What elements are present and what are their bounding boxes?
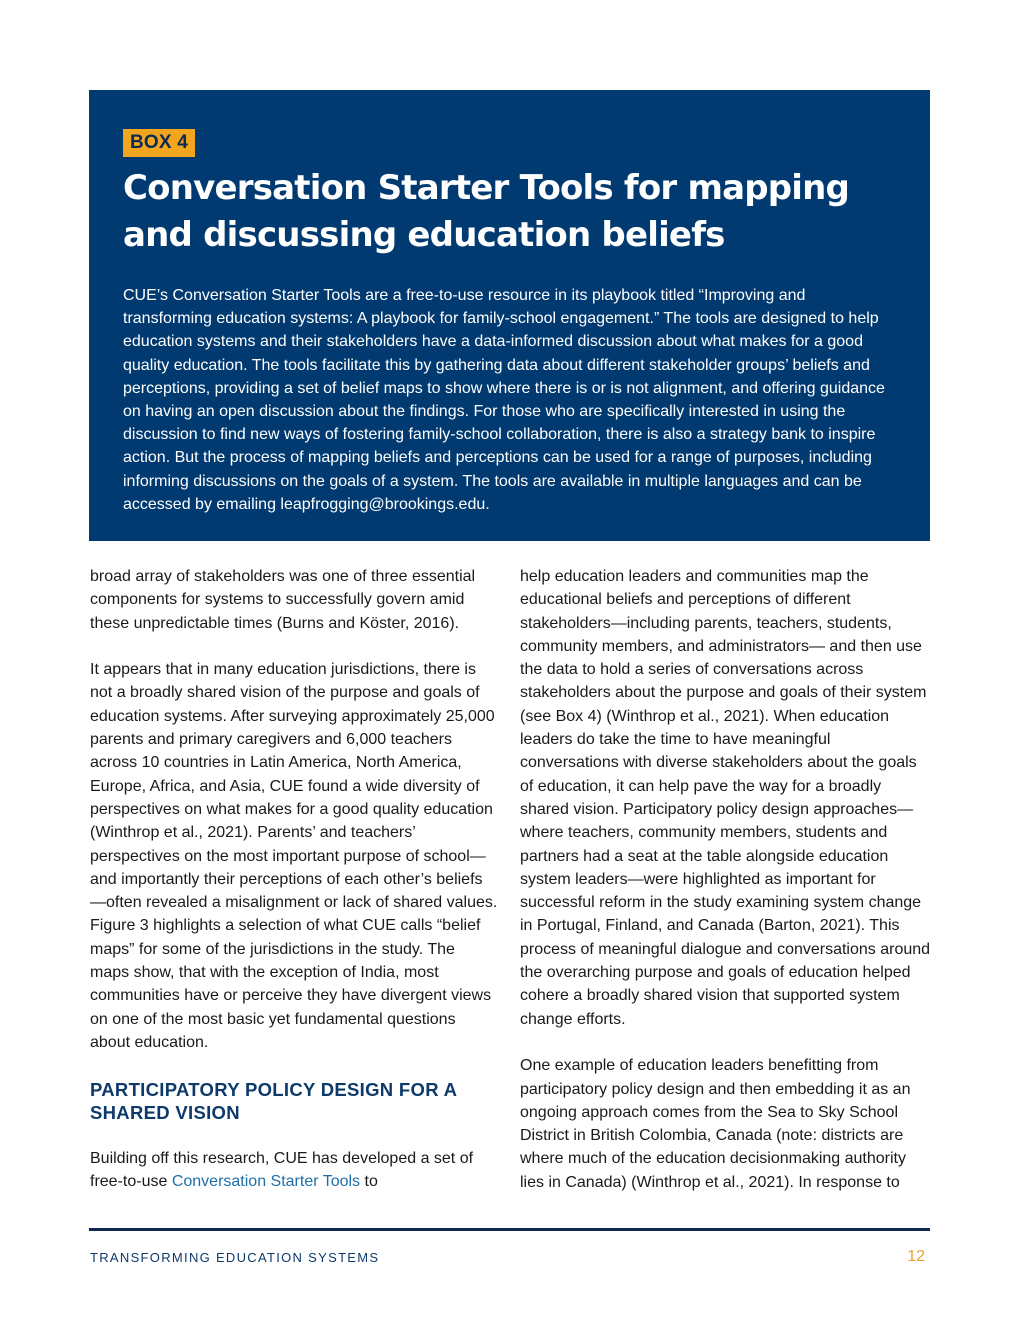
left-paragraph-3-text: Building off this research, CUE has developed a set of free-to-use: [90, 1149, 474, 1190]
right-paragraph-1: help education leaders and communities map the educational beliefs and perceptions of different stakeholders—including parents, teachers, students, community members, and administrators— and then use the data to hold a series of conversations across stakeholders about the purpose and goals of their system (see Box 4) (Winthrop et al., 2021). When education leaders do take the time to have meaningful conversations with diverse stakeholders about the goals of education, it can help pave the way for a broadly shared vision. Participatory policy design approaches—where teachers, community members, students and partners had a seat at the table alongside education system leaders—were highlighted as important for successful reform in the study examining system change in Portugal, Finland, and Canada (Barton, 2021). This process of meaningful dialogue and conversations around the overarching purpose and goals of education helped cohere a broadly shared vision that supported system change efforts.: [520, 568, 931, 1028]
left-paragraph-3-tail: to: [360, 1172, 378, 1190]
left-paragraph-1: broad array of stakeholders was one of three essential components for systems to successfully govern amid these unpredictable times (Burns and Köster, 2016).: [90, 568, 476, 632]
footer-rule: [89, 1228, 930, 1231]
section-heading: PARTICIPATORY POLICY DESIGN FOR A SHARED VISION: [90, 1078, 457, 1123]
left-column: [90, 565, 498, 1216]
page-number: 12: [907, 1248, 925, 1265]
box-title: Conversation Starter Tools for mapping and discussing education beliefs: [123, 168, 850, 255]
right-column: [520, 565, 932, 1217]
right-paragraph-2: One example of education leaders benefitting from participatory policy design and then embedding it as an ongoing approach comes from the Sea to Sky School District in British Colombia, Canada (note: districts are where much of the education decisionmaking authority lies in Canada) (Winthrop et al., 2021). In response to: [520, 1057, 911, 1191]
left-paragraph-2: It appears that in many education jurisdictions, there is not a broadly shared vision of the purpose and goals of education systems. After surveying approximately 25,000 parents and primary caregivers and 6,000 teachers across 10 countries in Latin America, North America, Europe, Africa, and Asia, CUE found a wide diversity of perspectives on what makes for a good quality education (Winthrop et al., 2021). Parents’ and teachers’ perspectives on the most important purpose of school—and importantly their perceptions of each other’s beliefs—often revealed a misalignment or lack of shared values. Figure 3 highlights a selection of what CUE calls “belief maps” for some of the jurisdictions in the study. The maps show, that with the exception of India, most communities have or perceive they have divergent views on one of the most basic yet fundamental questions about education.: [90, 661, 498, 1051]
conversation-starter-tools-link[interactable]: Conversation Starter Tools: [171, 1172, 361, 1190]
box-tag: BOX 4: [123, 129, 195, 157]
footer-title: TRANSFORMING EDUCATION SYSTEMS: [90, 1250, 380, 1265]
box-body: CUE’s Conversation Starter Tools are a free-to-use resource in its playbook titled “Improving and transforming education systems: A playbook for family-school engagement.” The tools are designed to help education systems and their stakeholders have a data-informed discussion about what makes for a good quality education. The tools facilitate this by gathering data about different stakeholder groups’ beliefs and perceptions, providing a set of belief maps to show where there is or is not alignment, and offering guidance on having an open discussion about the findings. For those who are specifically interested in using the discussion to find new ways of fostering family-school collaboration, there is also a strategy bank to inspire action. But the process of mapping beliefs and perceptions can be used for a range of purposes, including informing discussions on the goals of a system. The tools are available in multiple languages and can be accessed by emailing leapfrogging@brookings.edu.: [123, 287, 885, 513]
box-4: [89, 90, 930, 541]
left-paragraph-3: [90, 1147, 498, 1194]
